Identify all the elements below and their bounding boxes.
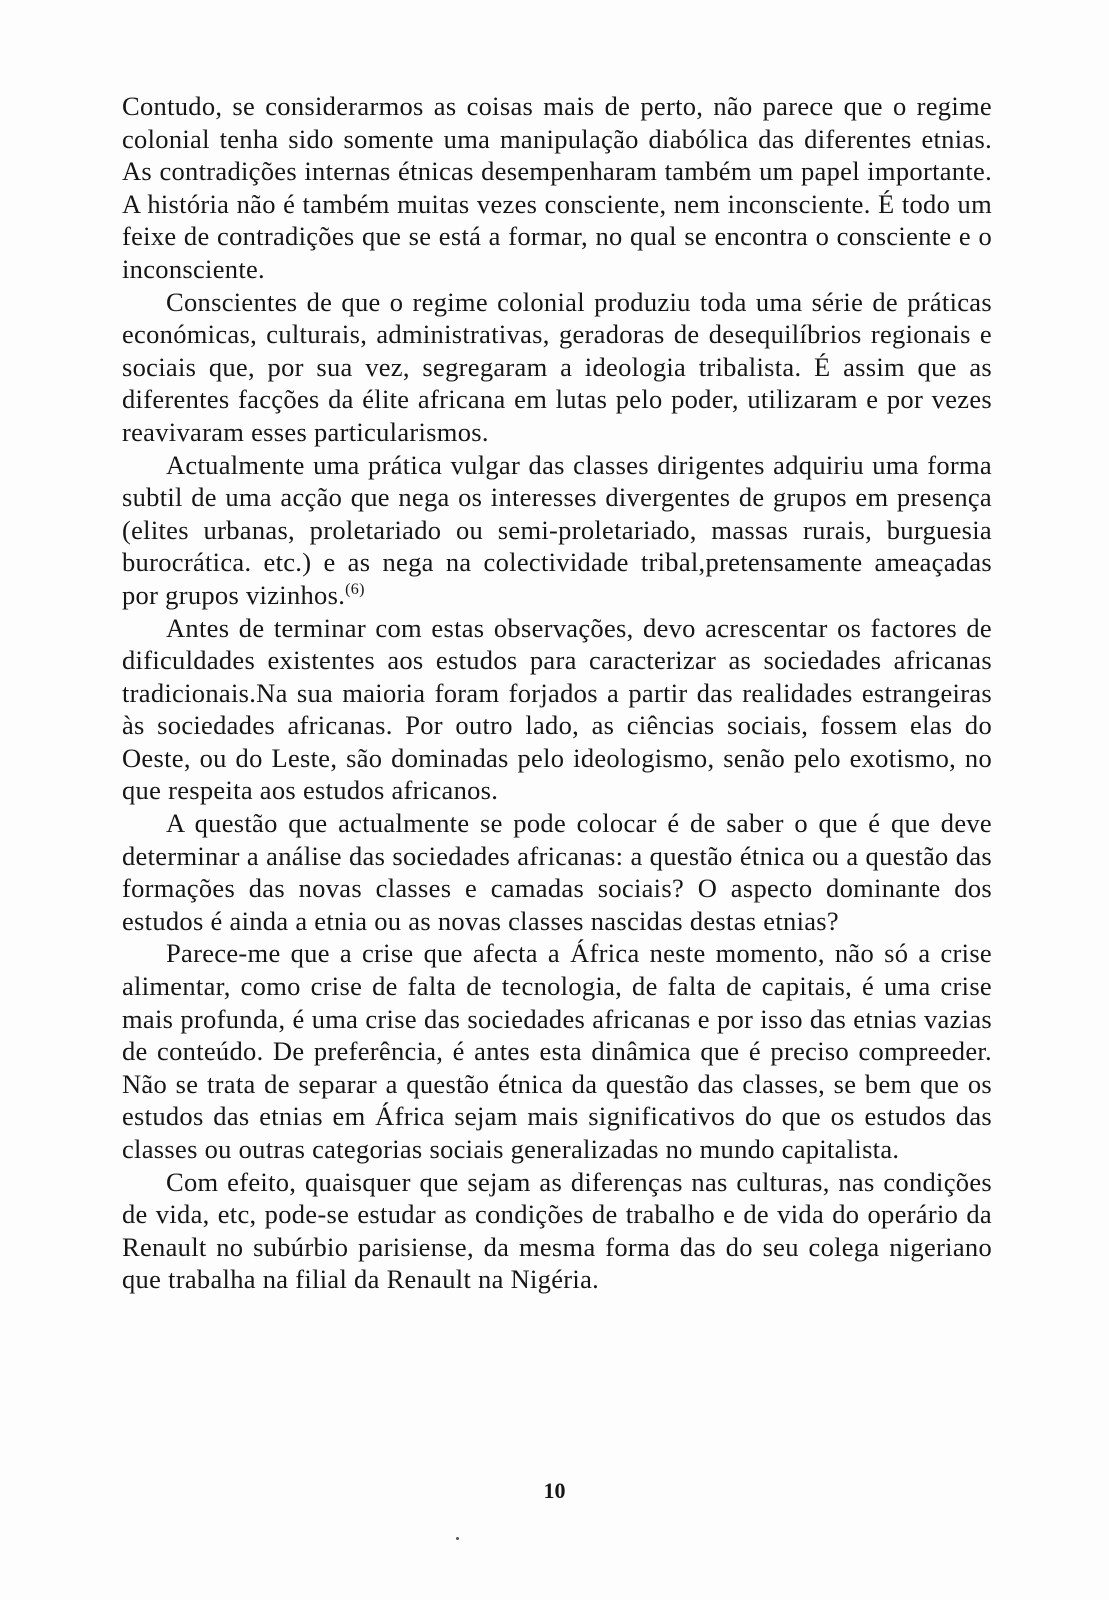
paragraph: Com efeito, quaisquer que sejam as diferenças nas culturas, nas condições de vida, etc, pode-se estudar as condições de trabalho e de vida do operário da Renault no subúrbio parisiense, da mesma forma das do seu colega nigeriano que trabalha na filial da Renault na Nigéria. — [122, 1166, 992, 1295]
scan-speck — [456, 1537, 459, 1540]
paragraph: Conscientes de que o regime colonial produziu toda uma série de práticas económicas, culturais, administrativas, geradoras de desequilíbrios regionais e sociais que, por sua vez, segregaram a ideologia tribalista. É assim que as diferentes facções da élite africana em lutas pelo poder, utilizaram e por vezes reavivaram esses particularismos. — [122, 286, 992, 447]
footnote-reference: (6) — [345, 581, 365, 599]
paragraph-with-footnote — [122, 449, 992, 612]
paragraph: Antes de terminar com estas observações, devo acrescentar os factores de dificuldades existentes aos estudos para caracterizar as sociedades africanas tradicionais.Na sua maioria foram forjados a partir das realidades estrangeiras às sociedades africanas. Por outro lado, as ciências sociais, fossem elas do Oeste, ou do Leste, são dominadas pelo ideologismo, senão pelo exotismo, no que respeita aos estudos africanos. — [122, 612, 992, 806]
body-text — [122, 90, 992, 1296]
page-number: 10 — [543, 1478, 566, 1503]
paragraph: Parece-me que a crise que afecta a África neste momento, não só a crise alimentar, como crise de falta de tecnologia, de falta de capitais, é uma crise mais profunda, é uma crise das sociedades africanas e por isso das etnias vazias de conteúdo. De preferência, é antes esta dinâmica que é preciso compreeder. Não se trata de separar a questão étnica da questão das classes, se bem que os estudos das etnias em África sejam mais significativos do que os estudos das classes ou outras categorias sociais generalizadas no mundo capitalista. — [122, 938, 992, 1164]
paragraph-text: Actualmente uma prática vulgar das classes dirigentes adquiriu uma forma subtil de uma acção que nega os interesses divergentes de grupos em presença (elites urbanas, proletariado ou semi-proletariado, massas rurais, burguesia burocrática. etc.) e as nega na colectividade tribal,pretensamente ameaçadas por grupos vizinhos. — [122, 449, 992, 610]
paragraph: Contudo, se considerarmos as coisas mais de perto, não parece que o regime colonial tenha sido somente uma manipulação diabólica das diferentes etnias. As contradições internas étnicas desempenharam também um papel importante. A história não é também muitas vezes consciente, nem inconsciente. É todo um feixe de contradições que se está a formar, no qual se encontra o consciente e o inconsciente. — [122, 91, 992, 284]
paragraph: A questão que actualmente se pode colocar é de saber o que é que deve determinar a análise das sociedades africanas: a questão étnica ou a questão das formações das novas classes e camadas sociais? O aspecto dominante dos estudos é ainda a etnia ou as novas classes nascidas destas etnias? — [122, 808, 992, 936]
